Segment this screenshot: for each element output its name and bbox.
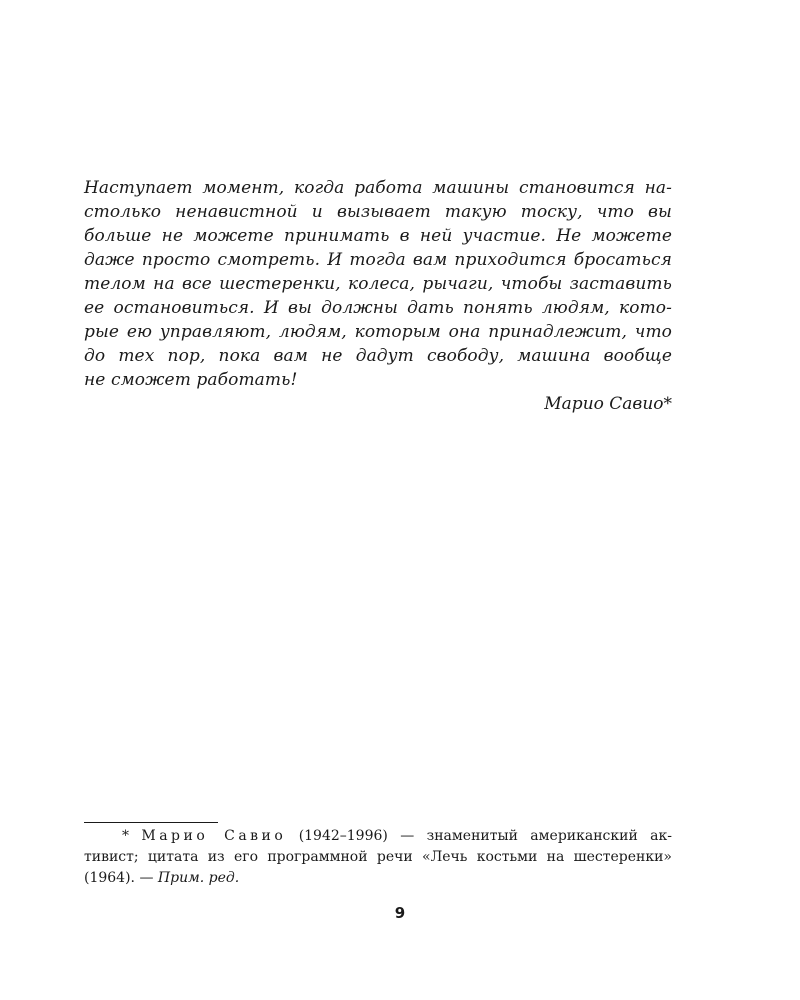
epigraph-line: столько ненавистной и вызывает такую тоску, что вы bbox=[84, 202, 672, 222]
epigraph-line: ее остановиться. И вы должны дать понять людям, кото- bbox=[84, 298, 672, 318]
footnote-author: Марио Савио bbox=[141, 828, 287, 844]
footnote bbox=[84, 826, 672, 889]
epigraph-line: телом на все шестеренки, колеса, рычаги, чтобы заставить bbox=[84, 274, 672, 294]
page-number: 9 bbox=[394, 904, 406, 922]
footnote-text: (1964). — bbox=[84, 870, 154, 886]
footnote-editor-note: Прим. ред. bbox=[157, 870, 240, 886]
epigraph-line: не сможет работать! bbox=[84, 370, 298, 390]
epigraph-line: даже просто смотреть. И тогда вам приходится бросаться bbox=[84, 250, 672, 270]
epigraph-line: рые ею управляют, людям, которым она принадлежит, что bbox=[84, 322, 672, 342]
footnote-line: тивист; цитата из его программной речи «Лечь костьми на шестеренки» bbox=[84, 849, 672, 865]
epigraph-line: Наступает момент, когда работа машины становится на- bbox=[84, 178, 672, 198]
epigraph-quote bbox=[84, 176, 672, 416]
footnote-line bbox=[84, 826, 672, 847]
epigraph-line: больше не можете принимать в ней участие. Не можете bbox=[84, 226, 672, 246]
epigraph-line: до тех пор, пока вам не дадут свободу, машина вообще bbox=[84, 346, 672, 366]
footnote-text: (1942–1996) — знаменитый американский ак- bbox=[298, 828, 672, 844]
footnote-divider bbox=[84, 822, 218, 823]
footnote-marker: * bbox=[122, 828, 129, 844]
epigraph-attribution: Марио Савио* bbox=[544, 394, 672, 414]
footnote-line bbox=[84, 868, 672, 889]
